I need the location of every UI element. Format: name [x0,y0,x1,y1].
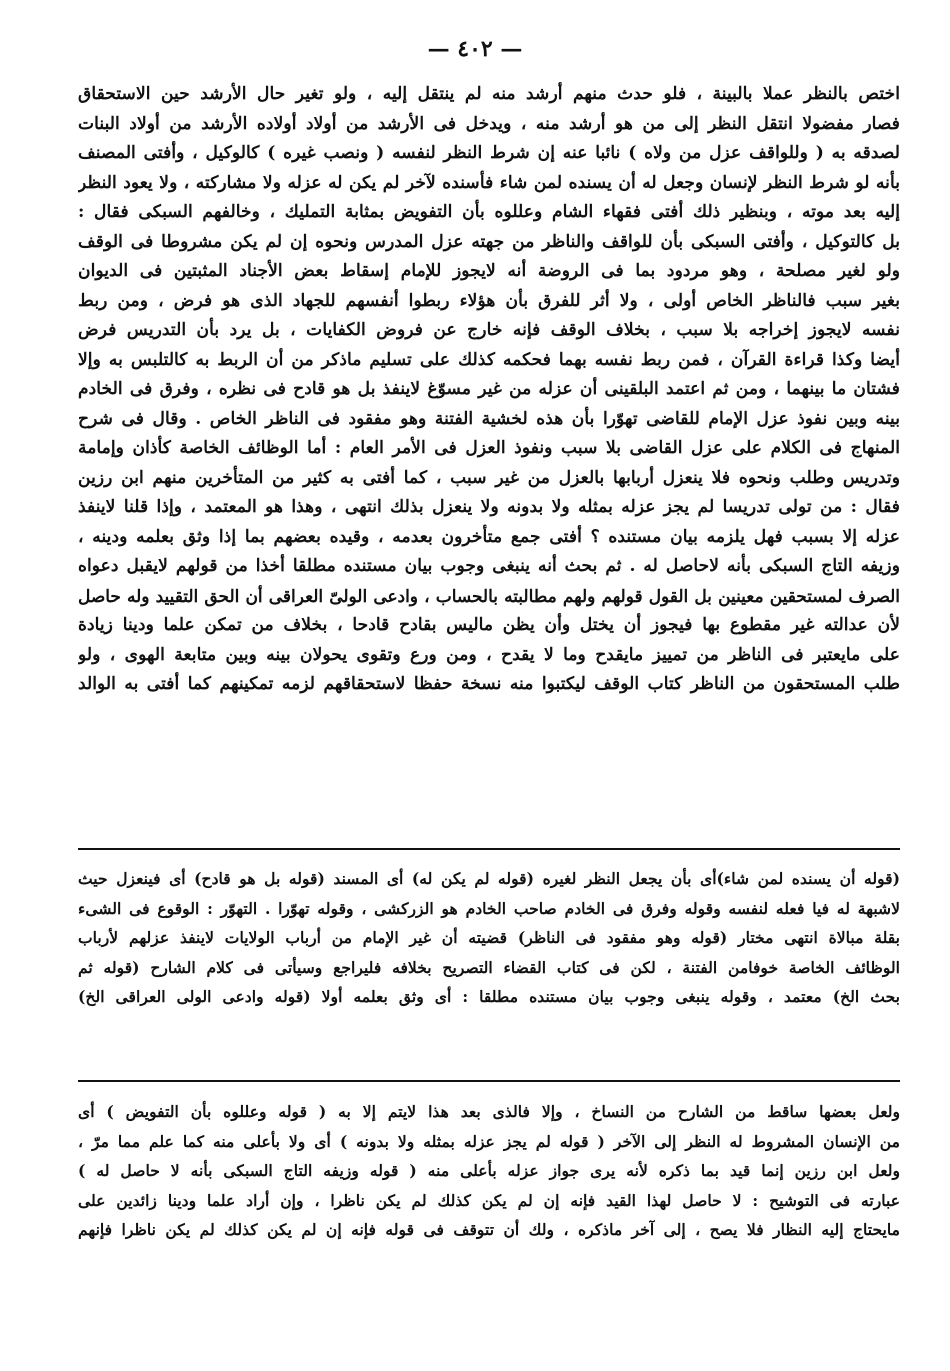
page-number: — ٤٠٢ — [427,36,523,62]
footnote-block-1 [78,864,900,1012]
main-text-line: بغير سبب فالناظر الخاص أولى ، ولا أثر للفرق بأن هؤلاء ربطوا أنفسهم للجهاد الذى هو فرض ، ومن ربط [78,290,900,311]
main-text-line: لصدقه به ( وللواقف عزل من ولاه ) نائبا عنه إن شرط النظر لنفسه ( ونصب غيره ) كالوكيل ، وأفتى المصنف [78,143,900,163]
main-text-line: فقال : من تولى تدريسا لم يجز عزله بمثله ولا بدونه ولا ينعزل بذلك انتهى ، وهذا هو المعتمد ، وإذا قلنا لاينفذ [78,497,900,517]
main-text-line: بأنه لو شرط النظر لإنسان وجعل له أن يسنده لمن شاء فأسنده لآخر لم يكن له عزله ولا مشاركته ، ولا يعود النظر [78,172,900,193]
footnote-line: بقلة مبالاة انتهى مختار (قوله وهو مفقود فى الناظر) قضيته أن غير الإمام من أرباب الولايات لاينفذ عزلهم لأرباب [78,928,900,948]
main-text-line: على مايعتبر فى الناظر من تمييز مايقدح وما لا يقدح ، ومن ورع وتقوى يحولان بينه وبين متابعة الهوى ، ولو [78,644,900,665]
main-text-line: وتدريس وطلب ونحوه فلا ينعزل أربابها بالعزل من غير سبب ، كما أفتى به كثير من المتأخرين منهم ابن رزين [78,467,900,488]
main-text-line: نفسه لايجوز إخراجه بلا سبب ، بخلاف الوقف فإنه خارج عن فروض الكفايات ، بل يرد بأن التدريس فرض [78,320,900,340]
main-text-line: عزله إلا بسبب فهل يلزمه بيان مستنده ؟ أفتى جمع متأخرون بعدمه ، وقيده بعضهم بما إذا وثق بعلمه ودينه ، [78,526,900,547]
main-text-line: فشتان ما بينهما ، ومن ثم اعتمد البلقينى أن عزله من غير مسوّغ لاينفذ بل هو قادح فى نظره ، وفرق فى الخادم [78,379,900,399]
footnote-divider [78,848,900,850]
footnote-block-2 [78,1097,900,1245]
footnote-line: الوظائف الخاصة خوفامن الفتنة ، لكن فى كتاب القضاء التصريح بخلافه فليراجع وسيأتى فى كلام الشارح (قوله ثم [78,957,900,977]
main-text-line: إليه بعد موته ، وبنظير ذلك أفتى فقهاء الشام وعللوه بأن التفويض بمثابة التمليك ، وخالفهم السبكى فقال : [78,202,900,222]
main-text-line: بل كالتوكيل ، وأفتى السبكى بأن للواقف والناظر من جهته عزل المدرس ونحوه إن لم يكن مشروطا فى الوقف [78,231,900,252]
main-text-line: ولو لغير مصلحة ، وهو مردود بما فى الروضة أنه لايجوز للإمام إسقاط بعض الأجناد المثبتين فى الديوان [78,261,900,281]
footnote-divider [78,1080,900,1082]
main-text-line: فصار مفضولا انتقل النظر إلى من هو أرشد منه ، ويدخل فى الأرشد من أولاد أولاده الأرشد من أولاد البنات [78,113,900,134]
footnote-line: مايحتاج إليه النظار فلا يصح ، إلى آخر ماذكره ، ولك أن تتوقف فى قوله فإنه إن لم يكن كذلك لم يكن ناظرا فإنهم [78,1220,900,1240]
footnote-line: ولعل ابن رزين إنما قيد بما ذكره لأنه يرى جواز عزله بأعلى منه ( قوله وزيفه التاج السبكى بأنه لا حاصل له ) [78,1161,900,1181]
footnote-line: من الإنسان المشروط له النظر إلى الآخر ( قوله لم يجز عزله بمثله ولا بدونه ) أى ولا بأعلى منه كما علم مما مرّ ، [78,1131,900,1151]
footnote-line: بحث الخ) معتمد ، وقوله ينبغى وجوب بيان مستنده مطلقا : أى وثق بعلمه أولا (قوله وادعى الولى العراقى الخ) [78,987,900,1007]
main-text-line: طلب المستحقون من الناظر كتاب الوقف ليكتبوا منه نسخة حفظا لاستحقاقهم لزمه تمكينهم كما أفتى به الوالد [78,674,900,694]
footnote-line: (قوله أن يسنده لمن شاء)أى بأن يجعل النظر لغيره (قوله لم يكن له) أى المسند (قوله بل هو قادح) أى فينعزل حيث [78,869,900,888]
footnote-line: لاشبهة له فيا فعله لنفسه وقوله وفرق فى الخادم صاحب الخادم هو الزركشى ، وقوله تهوّرا . التهوّر : الوقوع فى الشىء [78,898,900,918]
main-text-line: لأن عدالته غير مقطوع بها فيجوز أن يختل وأن يظن ماليس بقادح قادحا ، بخلاف من تمكن علما ودينا زيادة [78,615,900,635]
main-text [78,80,900,700]
footnote-line: عبارته فى التوشيح : لا حاصل لهذا القيد فإنه إن لم يكن كذلك لم يكن ناظرا ، وإن أراد علما ودينا زائدين على [78,1190,900,1210]
main-text-line: المنهاج فى الكلام على عزل القاضى بلا سبب ونفوذ العزل فى الأمر العام : أما الوظائف الخاصة كأذان وإمامة [78,438,900,458]
main-text-line: وزيفه التاج السبكى بأنه لاحاصل له . ثم بحث أنه ينبغى وجوب بيان مستنده مطلقا أخذا من قولهم لايقبل دعواه [78,556,900,576]
main-text-line: الصرف لمستحقين معينين بل القول قولهم ولهم مطالبته بالحساب ، وادعى الولىّ العراقى أن الحق التقييد وله حاصل [78,585,900,606]
main-text-line: أيضا وكذا قراءة القرآن ، فمن ربط نفسه بهما فحكمه كذلك على تسليم ماذكر من أن الربط به كالتلبس به وإلا [78,349,900,370]
main-text-line: بينه وبين نفوذ عزل الإمام للقاضى تهوّرا بأن هذه لخشية الفتنة وهو مفقود فى الناظر الخاص . وقال فى شرح [78,408,900,429]
footnote-line: ولعل بعضها ساقط من الشارح من النساخ ، وإلا فالذى بعد هذا لايتم إلا به ( قوله وعللوه بأن التفويض ) أى [78,1102,900,1121]
main-text-line: اختص بالنظر عملا بالبينة ، فلو حدث منهم أرشد منه لم ينتقل إليه ، ولو تغير حال الأرشد حين الاستحقاق [78,84,900,104]
